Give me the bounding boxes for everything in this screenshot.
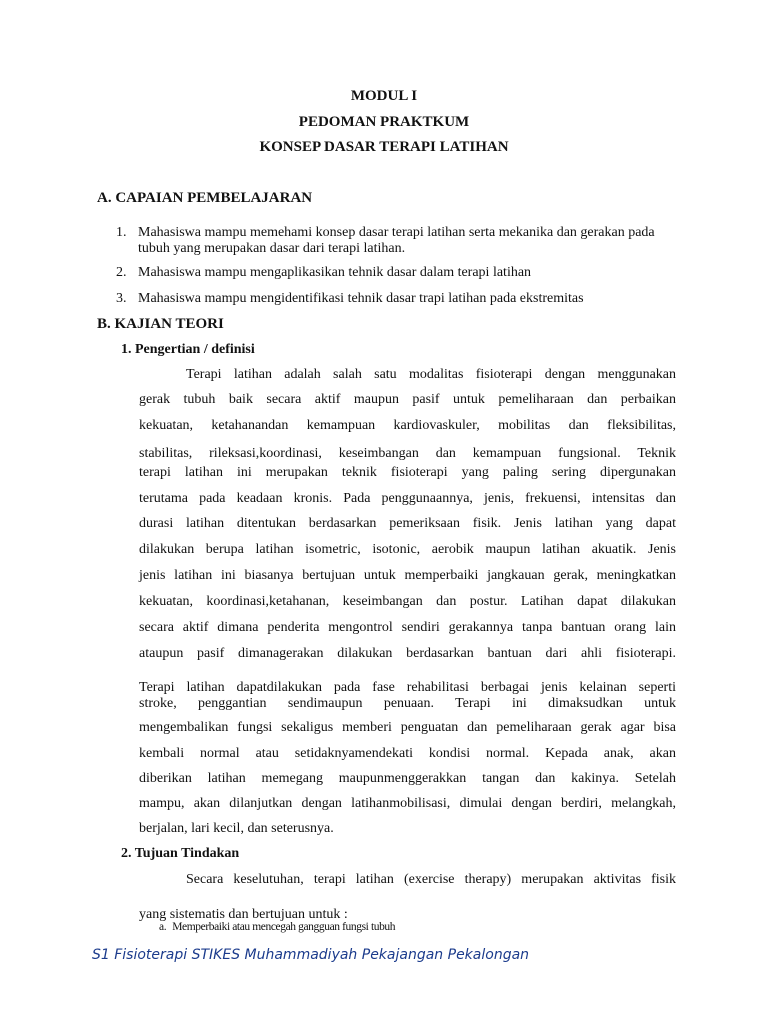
paragraph-line: berjalan, lari kecil, dan seterusnya. [139,821,334,836]
objective-number: 1. [116,225,127,240]
module-title: MODUL I [350,88,418,104]
paragraph-line: gerak tubuh baik secara aktif maupun pasif untuk pemeliharaan dan perbaikan [139,392,676,407]
paragraph-line: Terapi latihan adalah salah satu modalitas fisioterapi dengan menggunakan [186,367,676,382]
objective-text: Mahasiswa mampu memehami konsep dasar terapi latihan serta mekanika dan gerakan pada tubuh yang merupakan dasar dari terapi latihan. [138,225,655,256]
subsection-definition: 1. Pengertian / definisi [121,342,255,357]
paragraph-line: Terapi latihan dapatdilakukan pada fase rehabilitasi berbagai jenis kelainan seperti [139,680,676,695]
paragraph-line: terapi latihan ini merupakan teknik fisioterapi yang paling sering dipergunakan [139,465,676,480]
paragraph-line: mampu, akan dilanjutkan dengan latihanmobilisasi, dimulai dengan berdiri, melangkah, [139,796,676,811]
section-b-heading: B. KAJIAN TEORI [97,316,224,332]
list-item [159,921,395,933]
section-a-heading: A. CAPAIAN PEMBELAJARAN [97,190,313,206]
paragraph-line: kekuatan, koordinasi,ketahanan, keseimbangan dan postur. Latihan dapat dilakukan [139,594,676,609]
concept-title: KONSEP DASAR TERAPI LATIHAN [259,139,509,155]
paragraph-line: diberikan latihan memegang maupunmenggerakkan tangan dan kakinya. Setelah [139,771,676,786]
paragraph-line: mengembalikan fungsi sekaligus memberi penguatan dan pemeliharaan gerak agar bisa [139,720,676,735]
paragraph-line: stroke, penggantian sendimaupun penuaan. Terapi ini dimaksudkan untuk [139,696,676,711]
paragraph-line: terutama pada keadaan kronis. Pada penggunaannya, jenis, frekuensi, intensitas dan [139,491,676,506]
page-footer: S1 Fisioterapi STIKES Muhammadiyah Pekajangan Pekalongan [92,947,530,963]
paragraph-line: secara aktif dimana penderita mengontrol sendiri gerakannya tanpa bantuan orang lain [139,620,676,635]
objective-text: Mahasiswa mampu mengidentifikasi tehnik dasar trapi latihan pada ekstremitas [138,291,584,306]
paragraph-line: yang sistematis dan bertujuan untuk : [139,907,348,922]
list-item-label: a. [159,921,167,933]
paragraph-line: kembali normal atau setidaknyamendekati kondisi normal. Kepada anak, akan [139,746,676,761]
paragraph-line: ataupun pasif dimanagerakan dilakukan berdasarkan bantuan dari ahli fisioterapi. [139,646,676,661]
paragraph-line: durasi latihan ditentukan berdasarkan pemeriksaan fisik. Jenis latihan yang dapat [139,516,676,531]
guide-title: PEDOMAN PRAKTKUM [298,114,470,130]
list-item-text: Memperbaiki atau mencegah gangguan fungsi tubuh [172,921,396,933]
paragraph-line: jenis latihan ini biasanya bertujuan untuk memperbaiki jangkauan gerak, meningkatkan [139,568,676,583]
paragraph-line: Secara keselutuhan, terapi latihan (exercise therapy) merupakan aktivitas fisik [186,872,676,887]
paragraph-line: kekuatan, ketahanandan kemampuan kardiovaskuler, mobilitas dan fleksibilitas, [139,418,676,433]
paragraph-line: dilakukan berupa latihan isometric, isotonic, aerobik maupun latihan akuatik. Jenis [139,542,676,557]
paragraph-line: stabilitas, rileksasi,koordinasi, keseimbangan dan kemampuan fungsional. Teknik [139,446,676,461]
objective-number: 3. [116,291,127,306]
objective-number: 2. [116,265,127,280]
objective-text: Mahasiswa mampu mengaplikasikan tehnik dasar dalam terapi latihan [138,265,532,280]
subsection-purpose: 2. Tujuan Tindakan [121,846,240,861]
